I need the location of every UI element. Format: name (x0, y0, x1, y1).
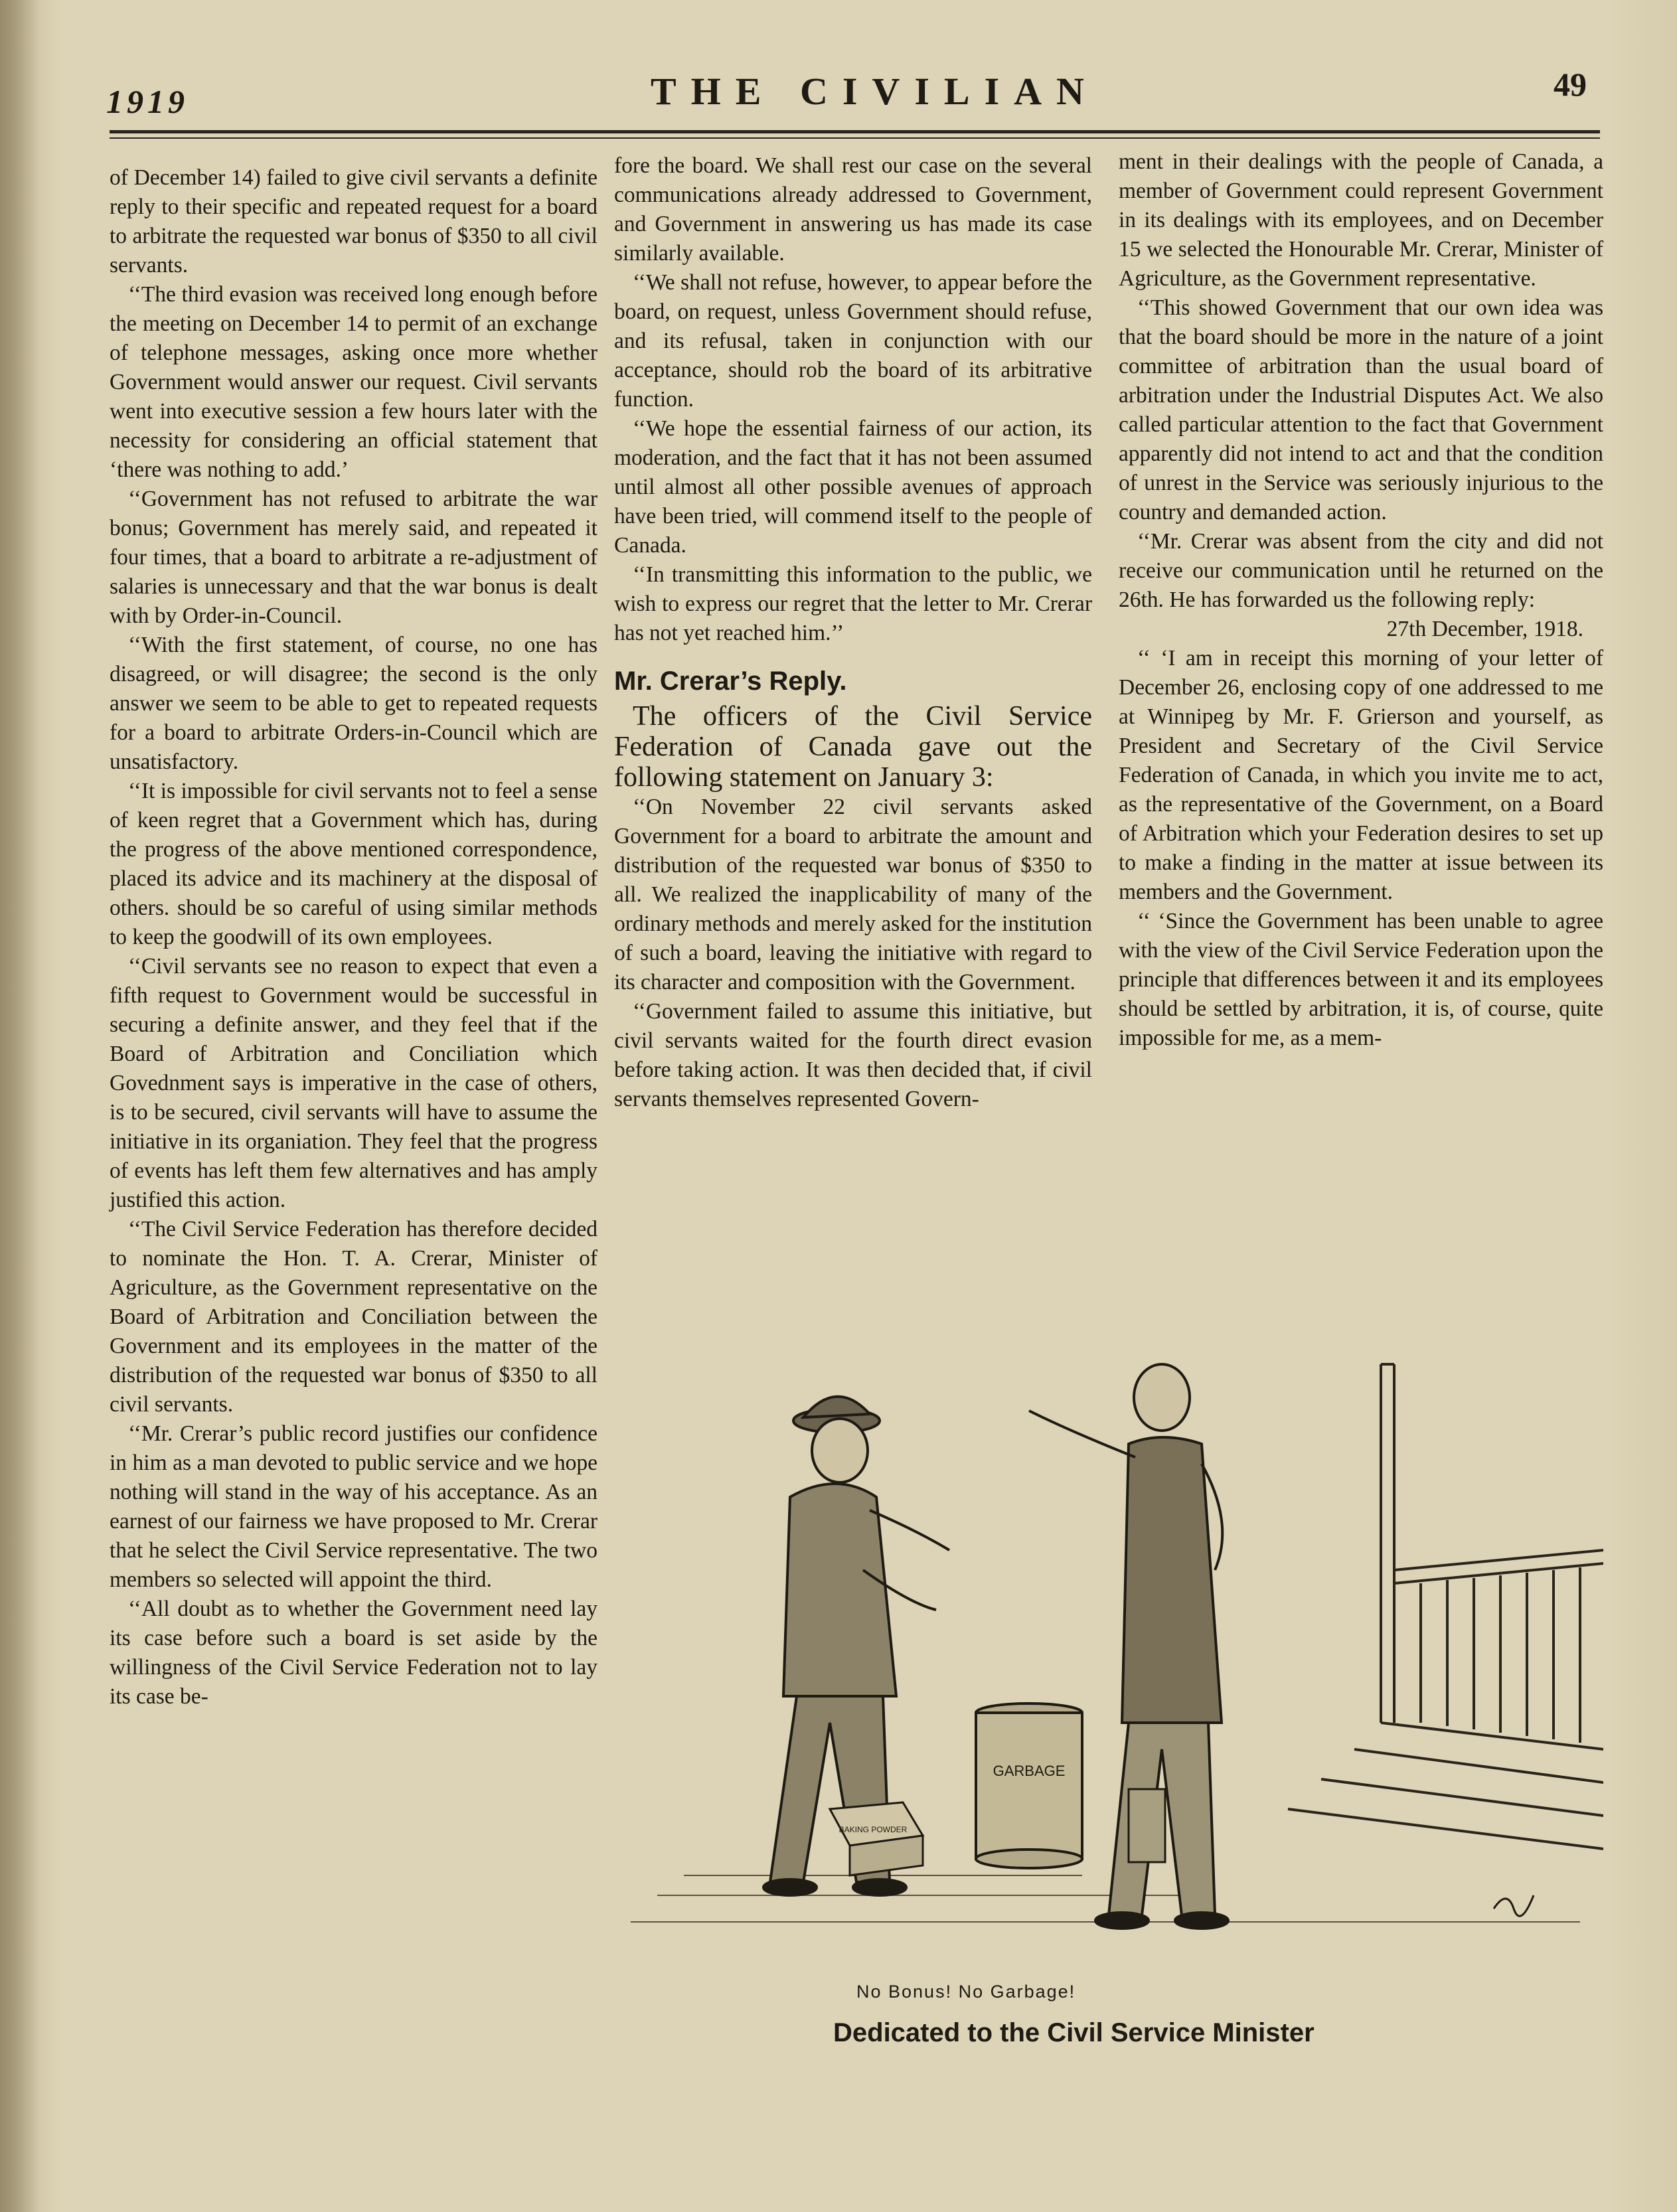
section-subheading: Mr. Crerar’s Reply. (614, 667, 847, 696)
paragraph: ‘‘This showed Government that our own idea was that the board should be more in the nature of a joint committee of arbitration than the usual board of arbitration under the Industrial Disputes Act. We also called particular attention to the fact that Government apparently did not intend to act and that the condition of unrest in the Service was seriously injurious to the country and demanded action. (1119, 295, 1603, 524)
cartoon-stairs (1288, 1364, 1603, 1849)
paragraph: ‘‘All doubt as to whether the Government need lay its case before such a board is set aside by the willingness of the Civil Service Federation not to lay its case be- (110, 1597, 598, 1709)
paragraph: of December 14) failed to give civil servants a definite reply to their specific and repeated request for a board to arbitrate the requested war bonus of $350 to all civil servants. (110, 165, 598, 277)
paragraph: ‘‘The Civil Service Federation has therefore decided to nominate the Hon. T. A. Crerar, Minister of Agriculture, as the Government representative on the Board of Arbitration and Conciliation between the Government and its employees in the matter of the distribution of the requested war bonus of $350 to all civil servants. (110, 1217, 598, 1417)
paragraph: ‘‘With the first statement, of course, no one has disagreed, or will disagree; the second is the only answer we seem to be able to get to repeated requests for a board to arbitrate Orders-in-Council which are unsatisfactory. (110, 633, 598, 774)
paragraph: ‘‘Government has not refused to arbitrate the war bonus; Government has merely said, and repeated it four times, that a board to arbitrate a re-adjustment of salaries is unnecessary and that the war bonus is dealt with by Order-in-Council. (110, 487, 598, 628)
header-year: 1919 (106, 83, 189, 120)
column-2 (614, 151, 1092, 1114)
garbage-can-label: GARBAGE (993, 1763, 1066, 1779)
artist-signature (1494, 1895, 1534, 1916)
paragraph: ‘‘ ‘Since the Government has been unable to agree with the view of the Civil Service Federation upon the principle that differences between it and its employees should be settled by arbitration, it is, of course, quite impossible for me, as a mem- (1119, 909, 1603, 1050)
paragraph: ‘‘We shall not refuse, however, to appear before the board, on request, unless Government should refuse, and its refusal, taken in conjunction with our acceptance, should rob the board of its arbitrative function. (614, 270, 1092, 412)
page-number: 49 (1554, 66, 1587, 103)
binding-shadow (0, 0, 40, 2212)
editorial-cartoon (617, 1351, 1603, 1972)
paragraph: ‘‘On November 22 civil servants asked Government for a board to arbitrate the amount and distribution of the requested war bonus of $350 to all. We realized the inapplicability of many of the ordinary methods and merely asked for the institution of such a board, leaving the initiative with regard to its character and composition with the Government. (614, 795, 1092, 994)
paragraph: ‘‘Mr. Crerar was absent from the city and did not receive our communication until he returned on the 26th. He has forwarded us the following reply: (1119, 529, 1603, 612)
cartoon-small-can (1129, 1789, 1165, 1862)
paragraph: ‘‘The third evasion was received long enough before the meeting on December 14 to permit of an exchange of telephone messages, asking once more whether Government would answer our request. Civil servants went into executive session a few hours later with the necessity for considering an official statement that ‘there was nothing to add.’ (110, 282, 598, 482)
paragraph: ‘‘Civil servants see no reason to expect that even a fifth request to Government would be successful in securing a definite answer, and they feel that if the Board of Arbitration and Conciliation which Govednment says is imperative in the case of others, is to be secured, civil servants will have to assume the initiative in its organiation. They feel that the progress of events has left them few alternatives and has amply justified this action. (110, 954, 598, 1212)
column-1 (110, 163, 598, 1711)
lead-paragraph: The officers of the Civil Service Federation of Canada gave out the following statement on January 3: (614, 701, 1092, 793)
box-label: BAKING POWDER (838, 1825, 908, 1834)
paragraph: ‘‘We hope the essential fairness of our action, its moderation, and the fact that it has not been assumed until almost all other possible avenues of approach have been tried, will commend itself to the people of Canada. (614, 416, 1092, 558)
paragraph: ‘‘Government failed to assume this initiative, but civil servants waited for the fourth direct evasion before taking action. It was then decided that, if civil servants themselves represented Govern- (614, 999, 1092, 1111)
paragraph: fore the board. We shall rest our case on the several communications already addressed to Government, and Government in answering us has made its case similarly available. (614, 153, 1092, 266)
paragraph: ‘‘ ‘I am in receipt this morning of your letter of December 26, enclosing copy of one addressed to me at Winnipeg by Mr. F. Grierson and yourself, as President and Secretary of the Civil Service Federation of Canada, in which you invite me to act, as the representative of the Government, on a Board of Arbitration which your Federation desires to set up to make a finding in the matter at issue between its members and the Government. (1119, 646, 1603, 904)
paragraph: ment in their dealings with the people of Canada, a member of Government could represent Government in its dealings with its employees, and on December 15 we selected the Honourable Mr. Crerar, Minister of Agriculture, as the Government representative. (1119, 149, 1603, 291)
cartoon-garbage-can (976, 1703, 1082, 1868)
paragraph: ‘‘It is impossible for civil servants not to feel a sense of keen regret that a Government which has, during the progress of the above mentioned correspondence, placed its advice and its machinery at the disposal of others. should be so careful of using similar methods to keep the goodwill of its own employees. (110, 779, 598, 949)
cartoon-baking-powder-box (830, 1802, 923, 1875)
column-3 (1119, 147, 1603, 1053)
letter-dateline: 27th December, 1918. (1386, 617, 1583, 641)
header-rule-thick (110, 130, 1600, 133)
paragraph: ‘‘In transmitting this information to the public, we wish to express our regret that the letter to Mr. Crerar has not yet reached him.’’ (614, 562, 1092, 645)
paragraph: ‘‘Mr. Crerar’s public record justifies our confidence in him as a man devoted to public service and we hope nothing will stand in the way of his acceptance. As an earnest of our fairness we have proposed to Mr. Crerar that he select the Civil Service representative. The two members so selected will appoint the third. (110, 1421, 598, 1592)
header-rule-thin (110, 137, 1600, 139)
cartoon-caption: No Bonus! No Garbage! (856, 1982, 1076, 2002)
masthead-title: THE CIVILIAN (651, 70, 1099, 113)
cartoon-title: Dedicated to the Civil Service Minister (833, 2018, 1315, 2047)
